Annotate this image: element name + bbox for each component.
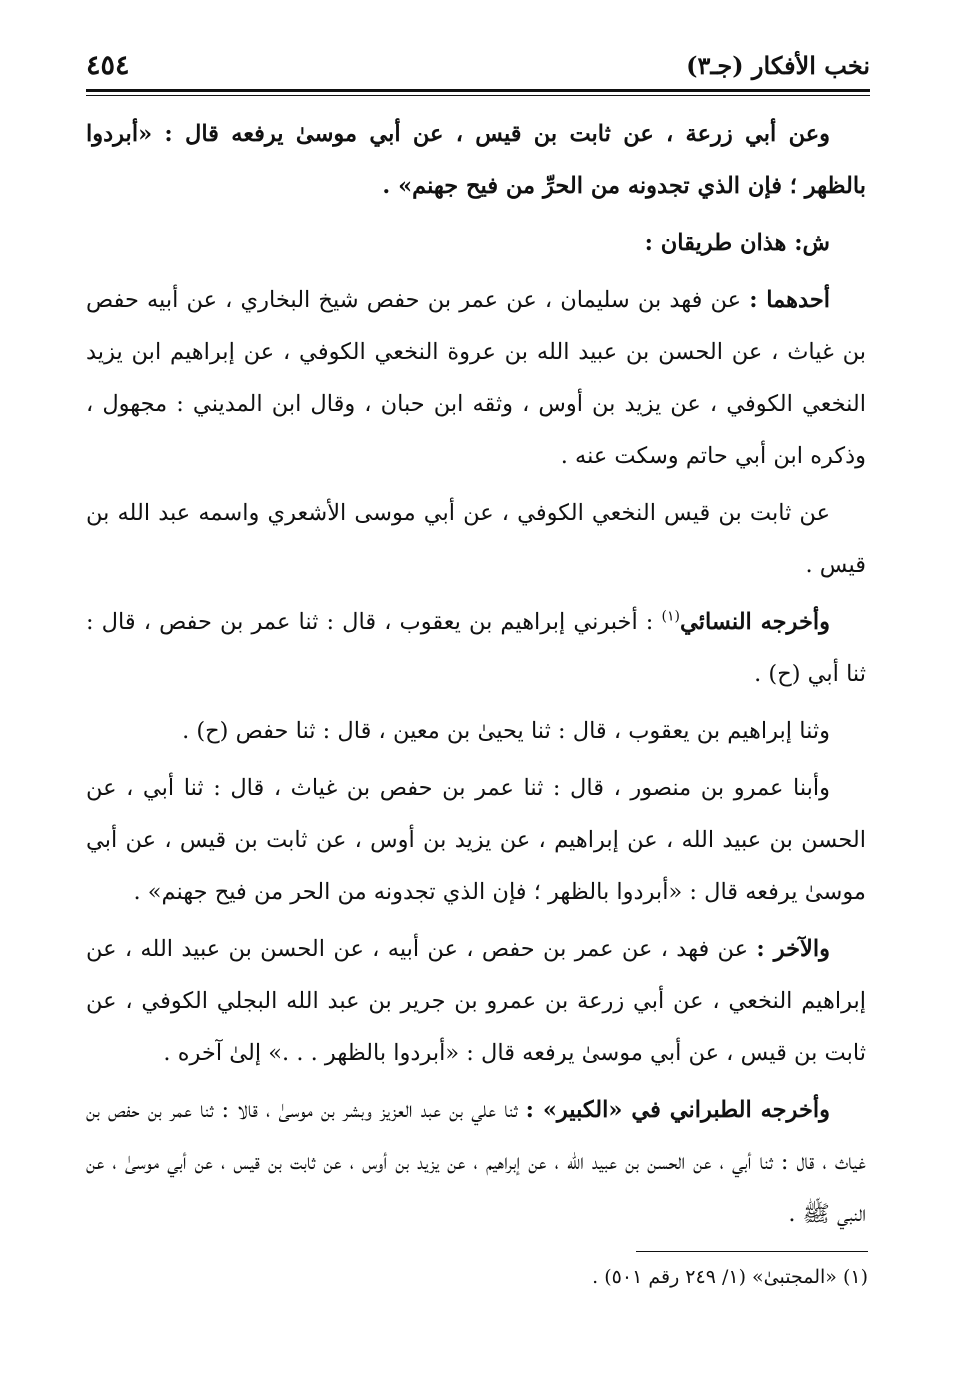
footnote: (١) «المجتبیٰ» (١/ ٢٤٩ رقم ٥٠١) . bbox=[592, 1266, 868, 1288]
paragraph-third-isnad bbox=[86, 762, 866, 918]
paragraph-text: ثنا علي بن عبد العزيز وبشر بن موسىٰ ، قالا : ثنا عمر بن حفص بن غياث ، قال : ثنا أبي ، عن الحسن بن عبيد الله ، عن إبراهيم ، عن يزيد بن أوس ، عن ثابت بن قيس ، عن أبي موسىٰ ، عن النبي ﷺ . bbox=[86, 1097, 866, 1227]
paragraph-text: عن فهد ، عن عمر بن حفص ، عن أبيه ، عن الحسن بن عبيد الله ، عن إبراهيم النخعي ، عن أبي زرعة بن عمرو بن جرير بن عبد الله البجلي الكوفي ، عن ثابت بن قيس ، عن أبي موسىٰ يرفعه قال : «أبردوا بالظهر . . .» إلىٰ آخره . bbox=[86, 936, 866, 1066]
heading-text: ش: هذان طريقان : bbox=[644, 230, 830, 256]
lead-word: والآخر : bbox=[756, 936, 830, 962]
section-heading bbox=[86, 217, 866, 269]
paragraph-first-chain bbox=[86, 274, 866, 482]
footnote-reference: (١) bbox=[661, 608, 680, 625]
paragraph-text: وثنا إبراهيم بن يعقوب ، قال : ثنا يحيىٰ بن معين ، قال : ثنا حفص (ح) . bbox=[182, 718, 830, 744]
page-header bbox=[86, 44, 870, 86]
paragraph-nasai bbox=[86, 596, 866, 700]
header-rule-thick bbox=[86, 89, 870, 92]
paragraph-text: عن ثابت بن قيس النخعي الكوفي ، عن أبي موسى الأشعري واسمه عبد الله بن قيس . bbox=[86, 500, 866, 578]
paragraph-second-chain bbox=[86, 923, 866, 1079]
lead-word: وأخرجه النسائي bbox=[679, 609, 830, 635]
paragraph-second-isnad bbox=[86, 705, 866, 757]
lead-word: وأخرجه الطبراني في «الكبير» : bbox=[525, 1097, 830, 1123]
paragraph-tabarani bbox=[86, 1084, 866, 1240]
paragraph-matn bbox=[86, 108, 866, 212]
header-rule-thin bbox=[86, 95, 870, 96]
page-number: ٤٥٤ bbox=[86, 49, 130, 81]
body-text bbox=[86, 108, 866, 1245]
paragraph-chain-continued bbox=[86, 487, 866, 591]
paragraph-text: : أخبرني إبراهيم بن يعقوب ، قال : ثنا عمر بن حفص ، قال : ثنا أبي (ح) . bbox=[86, 609, 866, 687]
lead-word: أحدهما : bbox=[749, 287, 831, 313]
running-title: نخب الأفكار (جـ٣) bbox=[686, 50, 870, 80]
footnote-rule bbox=[636, 1251, 868, 1252]
paragraph-text: وعن أبي زرعة ، عن ثابت بن قيس ، عن أبي موسىٰ يرفعه قال : «أبردوا بالظهر ؛ فإن الذي تجدونه من الحرِّ من فيح جهنم» . bbox=[86, 121, 866, 199]
paragraph-text: عن فهد بن سليمان ، عن عمر بن حفص شيخ البخاري ، عن أبيه حفص بن غياث ، عن الحسن بن عبيد الله بن عروة النخعي الكوفي ، عن إبراهيم ابن يزيد النخعي الكوفي ، عن يزيد بن أوس ، وثقه ابن حبان ، وقال ابن المديني : مجهول ، وذكره ابن أبي حاتم وسكت عنه . bbox=[86, 287, 866, 469]
paragraph-text: وأبنا عمرو بن منصور ، قال : ثنا عمر بن حفص بن غياث ، قال : ثنا أبي ، عن الحسن بن عبيد الله ، عن إبراهيم ، عن يزيد بن أوس ، عن ثابت بن قيس ، عن أبي موسىٰ يرفعه قال : «أبردوا بالظهر ؛ فإن الذي تجدونه من الحر من فيح جهنم» . bbox=[86, 775, 866, 905]
